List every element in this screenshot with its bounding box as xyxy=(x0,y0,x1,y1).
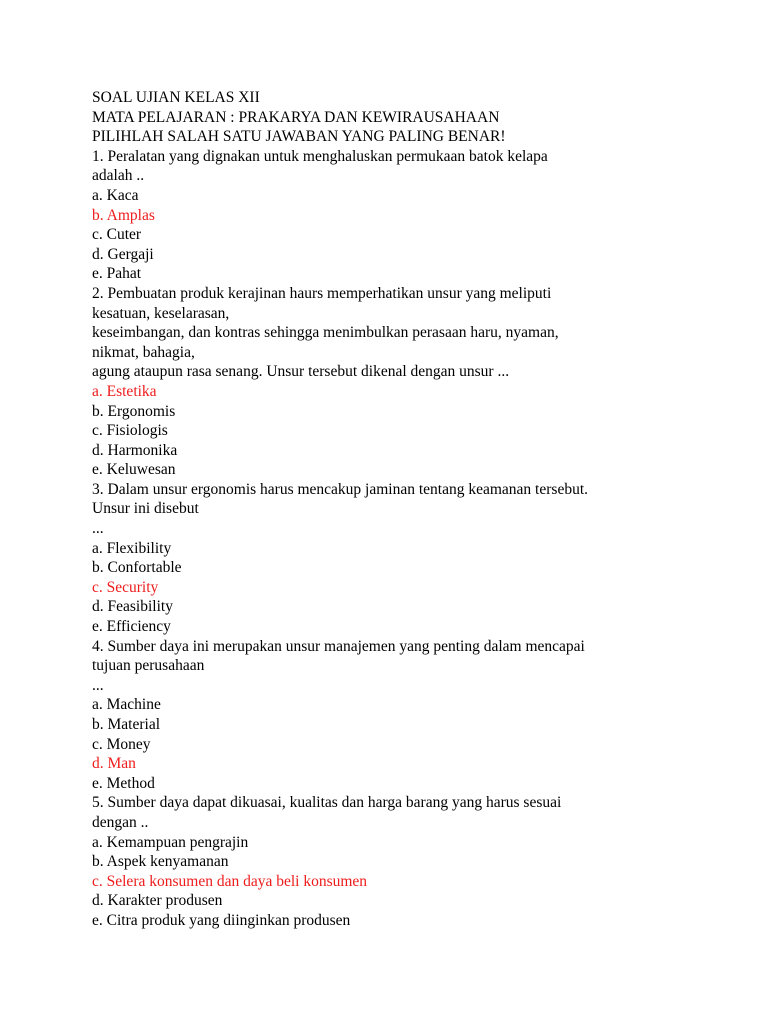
correct-answer-option: b. Amplas xyxy=(92,206,155,224)
answer-option: e. Keluwesan xyxy=(92,461,176,479)
answer-option: d. Karakter produsen xyxy=(92,892,223,910)
answer-option: b. Material xyxy=(92,716,161,733)
question-line: ... xyxy=(92,520,104,538)
answer-option: a. Kaca xyxy=(92,186,139,204)
answer-option: a. Kemampuan pengrajin xyxy=(92,833,249,851)
question-line: keseimbangan, dan kontras sehingga menimbulkan perasaan haru, nyaman, xyxy=(92,324,559,342)
answer-option: e. Efficiency xyxy=(92,618,171,636)
answer-option: d. Harmonika xyxy=(92,441,178,459)
correct-answer-option: d. Man xyxy=(92,755,136,773)
answer-option: b. Confortable xyxy=(92,559,182,577)
answer-option: d. Gergaji xyxy=(92,245,154,263)
answer-option: c. Cuter xyxy=(92,226,142,244)
answer-option: e. Pahat xyxy=(92,265,142,283)
question-line: agung ataupun rasa senang. Unsur tersebut dikenal dengan unsur ... xyxy=(92,363,510,381)
question-line: nikmat, bahagia, xyxy=(92,343,195,361)
question-line: 5. Sumber daya dapat dikuasai, kualitas dan harga barang yang harus sesuai xyxy=(92,794,562,812)
exam-text-block xyxy=(92,88,732,931)
answer-option: a. Machine xyxy=(92,696,161,714)
answer-option: c. Money xyxy=(92,735,151,753)
question-line: 3. Dalam unsur ergonomis harus mencakup jaminan tentang keamanan tersebut. xyxy=(92,480,588,498)
answer-option: e. Citra produk yang diinginkan produsen xyxy=(92,911,351,929)
correct-answer-option: a. Estetika xyxy=(92,382,157,400)
question-line: kesatuan, keselarasan, xyxy=(92,304,230,322)
question-line: ... xyxy=(92,676,104,694)
question-line: dengan .. xyxy=(92,813,149,831)
question-line: 2. Pembuatan produk kerajinan haurs memperhatikan unsur yang meliputi xyxy=(92,284,552,302)
answer-option: b. Aspek kenyamanan xyxy=(92,853,229,871)
correct-answer-option: c. Security xyxy=(92,578,159,596)
question-line: tujuan perusahaan xyxy=(92,657,205,675)
answer-option: c. Fisiologis xyxy=(92,422,168,440)
question-line: 1. Peralatan yang dignakan untuk menghaluskan permukaan batok kelapa xyxy=(92,147,548,165)
heading-line: MATA PELAJARAN : PRAKARYA DAN KEWIRAUSAHAAN xyxy=(92,108,500,126)
correct-answer-option: c. Selera konsumen dan daya beli konsumen xyxy=(92,872,368,890)
question-line: 4. Sumber daya ini merupakan unsur manajemen yang penting dalam mencapai xyxy=(92,637,585,655)
heading-line: SOAL UJIAN KELAS XII xyxy=(92,89,260,106)
answer-option: e. Method xyxy=(92,774,155,792)
answer-option: d. Feasibility xyxy=(92,598,173,616)
question-line: adalah .. xyxy=(92,167,145,185)
answer-option: b. Ergonomis xyxy=(92,402,176,420)
answer-option: a. Flexibility xyxy=(92,539,172,557)
question-line: Unsur ini disebut xyxy=(92,500,199,518)
heading-line: PILIHLAH SALAH SATU JAWABAN YANG PALING BENAR! xyxy=(92,128,506,146)
